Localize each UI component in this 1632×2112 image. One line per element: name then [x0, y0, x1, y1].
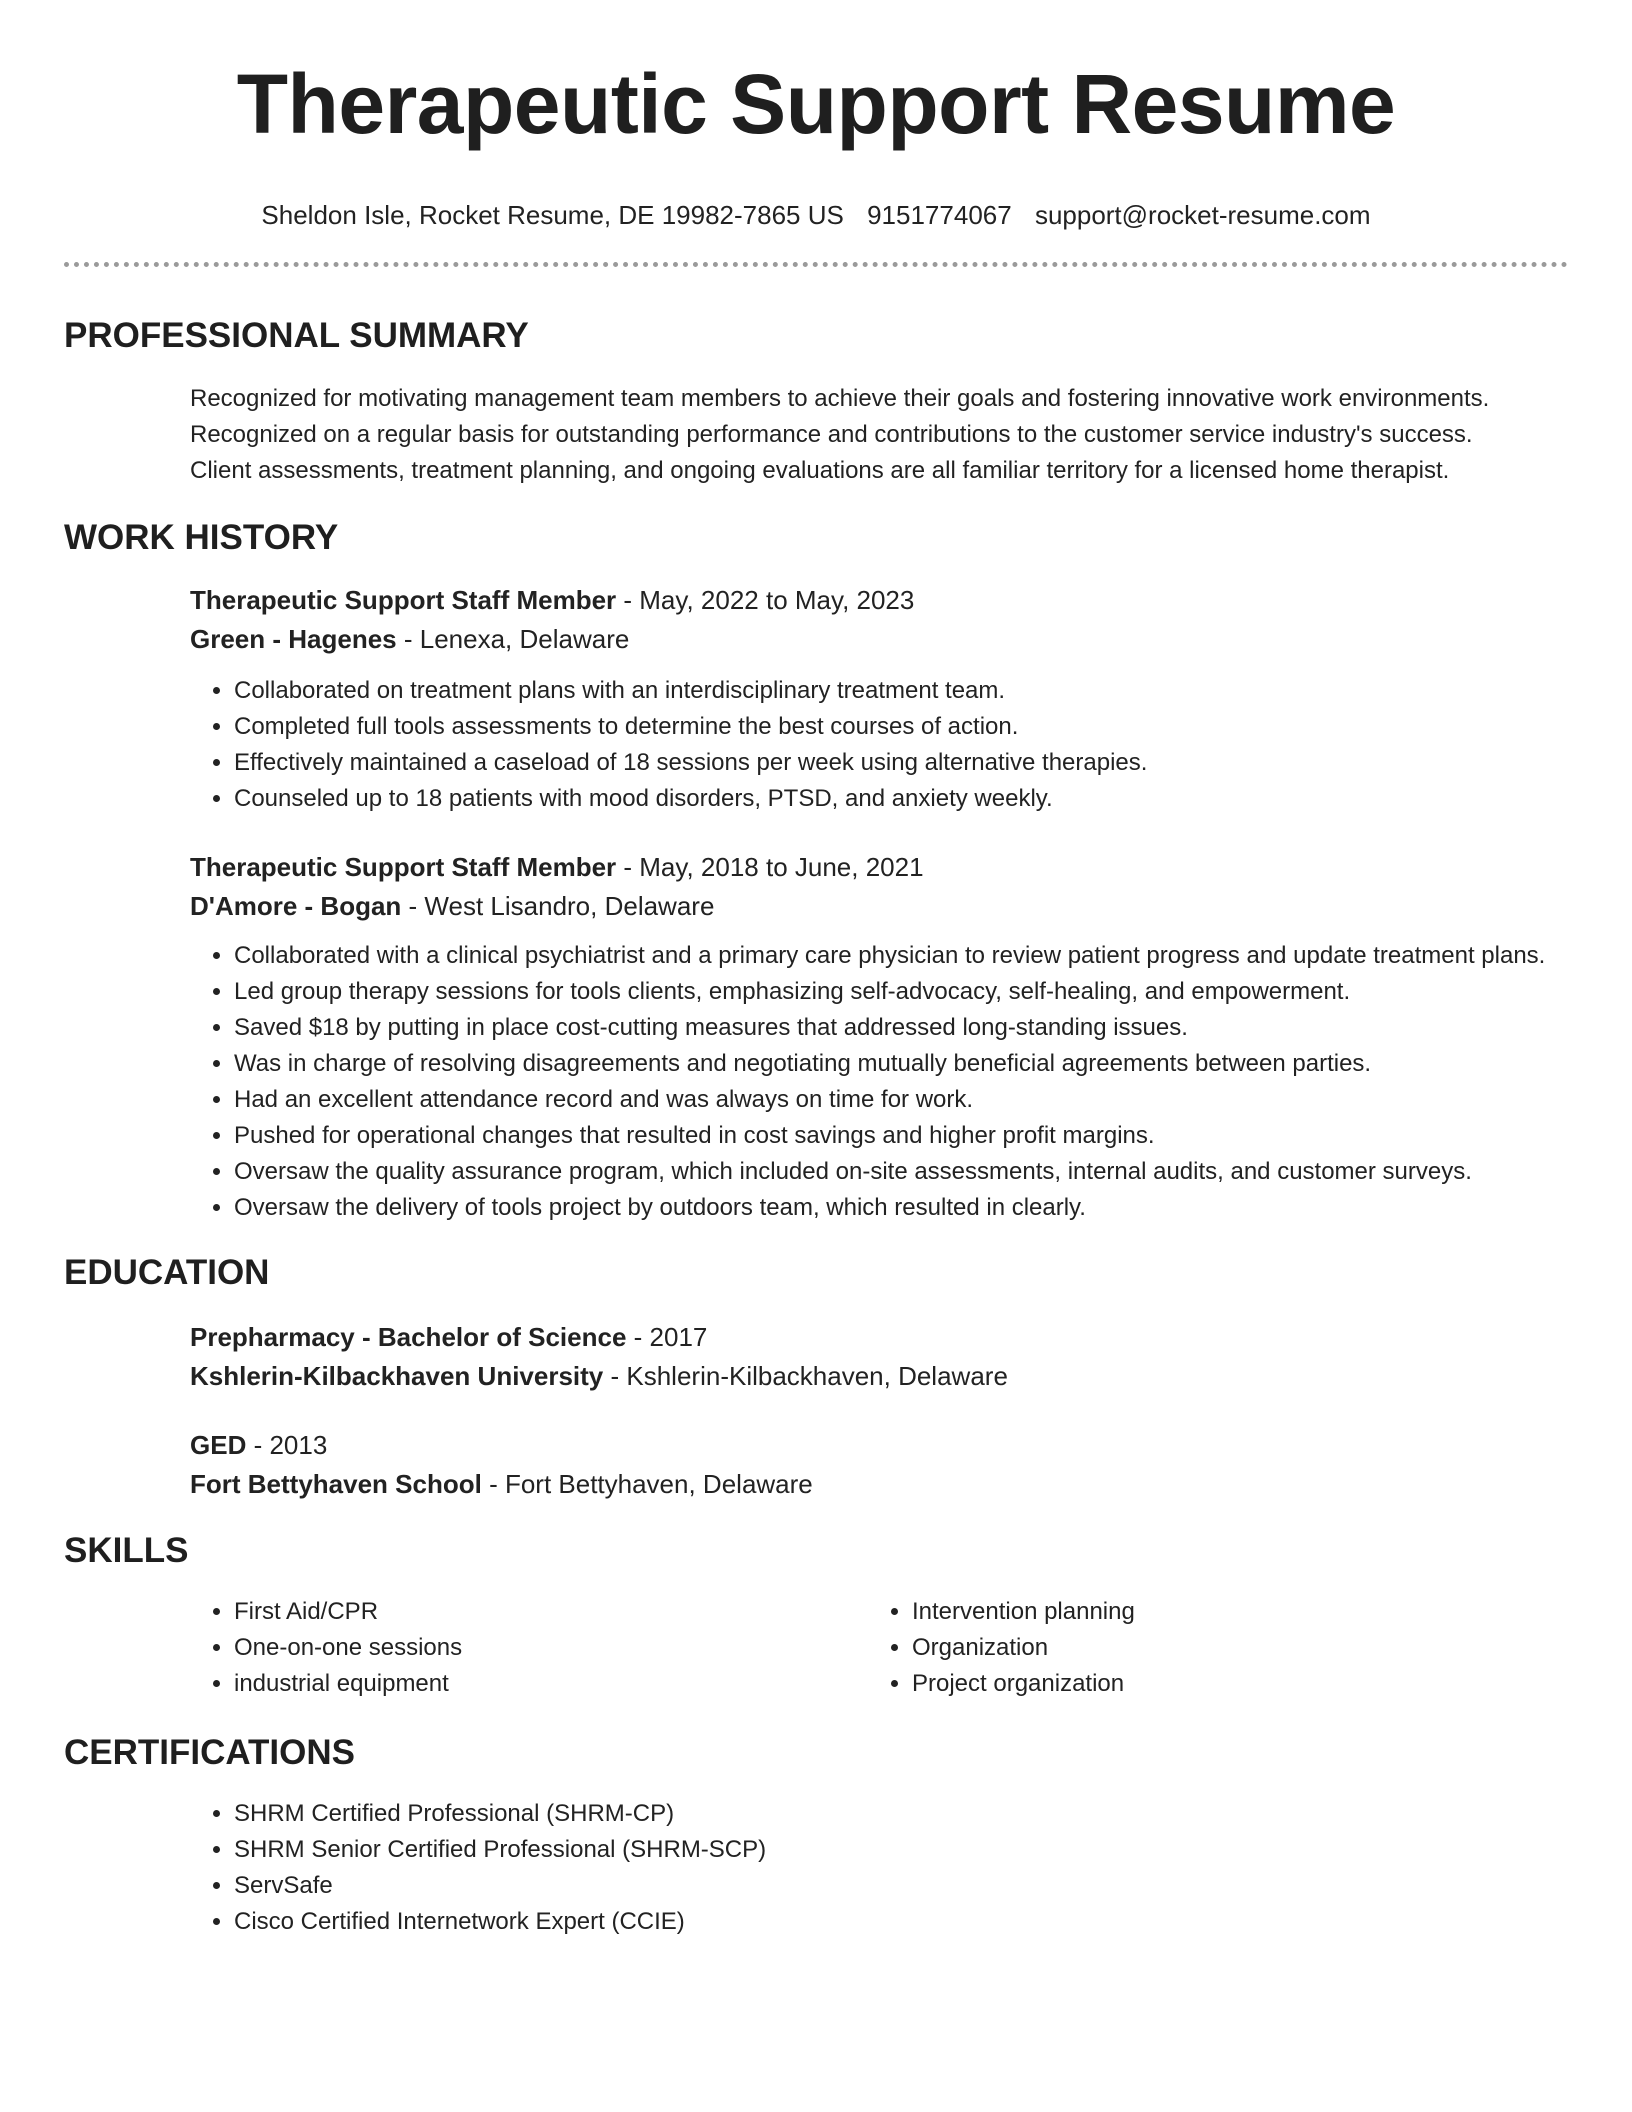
- education-heading: EDUCATION: [64, 1253, 270, 1292]
- job-title: Therapeutic Support Staff Member: [190, 852, 617, 882]
- job-bullet: • Oversaw the quality assurance program, which included on-site assessments, internal audits, and customer surveys.: [234, 1154, 1568, 1190]
- certification-item: • SHRM Senior Certified Professional (SHRM-SCP): [234, 1832, 1568, 1868]
- education-entry: [190, 1318, 1568, 1396]
- job-bullet: • Led group therapy sessions for tools clients, emphasizing self-advocacy, self-healing, and empowerment.: [234, 974, 1568, 1010]
- education-degree: Prepharmacy - Bachelor of Science: [190, 1322, 627, 1352]
- skill-item: • industrial equipment: [234, 1666, 868, 1702]
- resume-title: Therapeutic Support Resume: [236, 57, 1396, 151]
- job-company: Green - Hagenes: [190, 624, 397, 654]
- job-bullet: • Collaborated on treatment plans with an interdisciplinary treatment team.: [234, 673, 1568, 709]
- job-location: - Lenexa, Delaware: [403, 624, 630, 654]
- skills-column-left: [190, 1594, 868, 1702]
- summary-body: [190, 381, 1568, 489]
- skill-item: • Intervention planning: [912, 1594, 1546, 1630]
- certification-item: • SHRM Certified Professional (SHRM-CP): [234, 1796, 1568, 1832]
- job-dates: - May, 2022 to May, 2023: [623, 585, 915, 615]
- resume-page: [64, 0, 1568, 1940]
- job-bullet: • Completed full tools assessments to determine the best courses of action.: [234, 709, 1568, 745]
- education-degree-line: [190, 1318, 1568, 1357]
- job-title: Therapeutic Support Staff Member: [190, 585, 617, 615]
- education-degree-line: [190, 1426, 1568, 1465]
- work-heading: WORK HISTORY: [64, 518, 339, 557]
- contact-email: support@rocket-resume.com: [1034, 200, 1371, 230]
- job-bullet: • Collaborated with a clinical psychiatrist and a primary care physician to review patient progress and update treatment plans.: [234, 938, 1568, 974]
- skills-heading: SKILLS: [64, 1531, 189, 1570]
- contact-address: Sheldon Isle, Rocket Resume, DE 19982-7865 US: [261, 200, 844, 230]
- job-entry: [190, 848, 1568, 1226]
- skills-list: [190, 1594, 1568, 1702]
- summary-heading: PROFESSIONAL SUMMARY: [64, 316, 529, 355]
- skill-item: • One-on-one sessions: [234, 1630, 868, 1666]
- education-school-line: [190, 1357, 1568, 1396]
- job-title-line: [190, 581, 1568, 620]
- education-school-line: [190, 1465, 1568, 1504]
- job-location: - West Lisandro, Delaware: [408, 891, 715, 921]
- certifications-list: [190, 1796, 1568, 1940]
- education-school: Kshlerin-Kilbackhaven University: [190, 1361, 604, 1391]
- job-bullet: • Saved $18 by putting in place cost-cutting measures that addressed long-standing issues.: [234, 1010, 1568, 1046]
- skills-column-right: [868, 1594, 1546, 1702]
- summary-line: Recognized for motivating management team members to achieve their goals and fostering innovative work environments.: [190, 385, 1490, 412]
- header-divider: [64, 262, 1568, 267]
- job-company-line: [190, 887, 1568, 926]
- job-title-line: [190, 848, 1568, 887]
- education-year: - 2017: [633, 1322, 708, 1352]
- skill-item: • Organization: [912, 1630, 1546, 1666]
- job-bullet: • Effectively maintained a caseload of 18 sessions per week using alternative therapies.: [234, 745, 1568, 781]
- job-bullet: • Was in charge of resolving disagreements and negotiating mutually beneficial agreements between parties.: [234, 1046, 1568, 1082]
- skills-bullets-right: [868, 1594, 1546, 1702]
- job-bullets: [190, 938, 1568, 1226]
- education-location: - Kshlerin-Kilbackhaven, Delaware: [610, 1361, 1008, 1391]
- job-company: D'Amore - Bogan: [190, 891, 402, 921]
- job-bullets: [190, 673, 1568, 817]
- certification-item: • Cisco Certified Internetwork Expert (CCIE): [234, 1904, 1568, 1940]
- skill-item: • First Aid/CPR: [234, 1594, 868, 1630]
- contact-line: [64, 198, 1568, 232]
- contact-phone: 9151774067: [867, 200, 1012, 230]
- job-entry: [190, 581, 1568, 817]
- job-dates: - May, 2018 to June, 2021: [623, 852, 924, 882]
- job-bullet: • Pushed for operational changes that resulted in cost savings and higher profit margins.: [234, 1118, 1568, 1154]
- certification-item: • ServSafe: [234, 1868, 1568, 1904]
- education-year: - 2013: [253, 1430, 328, 1460]
- education-degree: GED: [190, 1430, 247, 1460]
- education-location: - Fort Bettyhaven, Delaware: [489, 1469, 813, 1499]
- skills-bullets-left: [190, 1594, 868, 1702]
- education-entry: [190, 1426, 1568, 1504]
- skill-item: • Project organization: [912, 1666, 1546, 1702]
- job-bullet: • Oversaw the delivery of tools project by outdoors team, which resulted in clearly.: [234, 1190, 1568, 1226]
- job-company-line: [190, 620, 1568, 659]
- job-bullet: • Counseled up to 18 patients with mood disorders, PTSD, and anxiety weekly.: [234, 781, 1568, 817]
- summary-line: Client assessments, treatment planning, and ongoing evaluations are all familiar territory for a licensed home therapist.: [190, 457, 1450, 484]
- certifications-heading: CERTIFICATIONS: [64, 1733, 356, 1772]
- job-bullet: • Had an excellent attendance record and was always on time for work.: [234, 1082, 1568, 1118]
- education-school: Fort Bettyhaven School: [190, 1469, 482, 1499]
- summary-line: Recognized on a regular basis for outstanding performance and contributions to the customer service industry's success.: [190, 421, 1473, 448]
- certifications-bullets: [190, 1796, 1568, 1940]
